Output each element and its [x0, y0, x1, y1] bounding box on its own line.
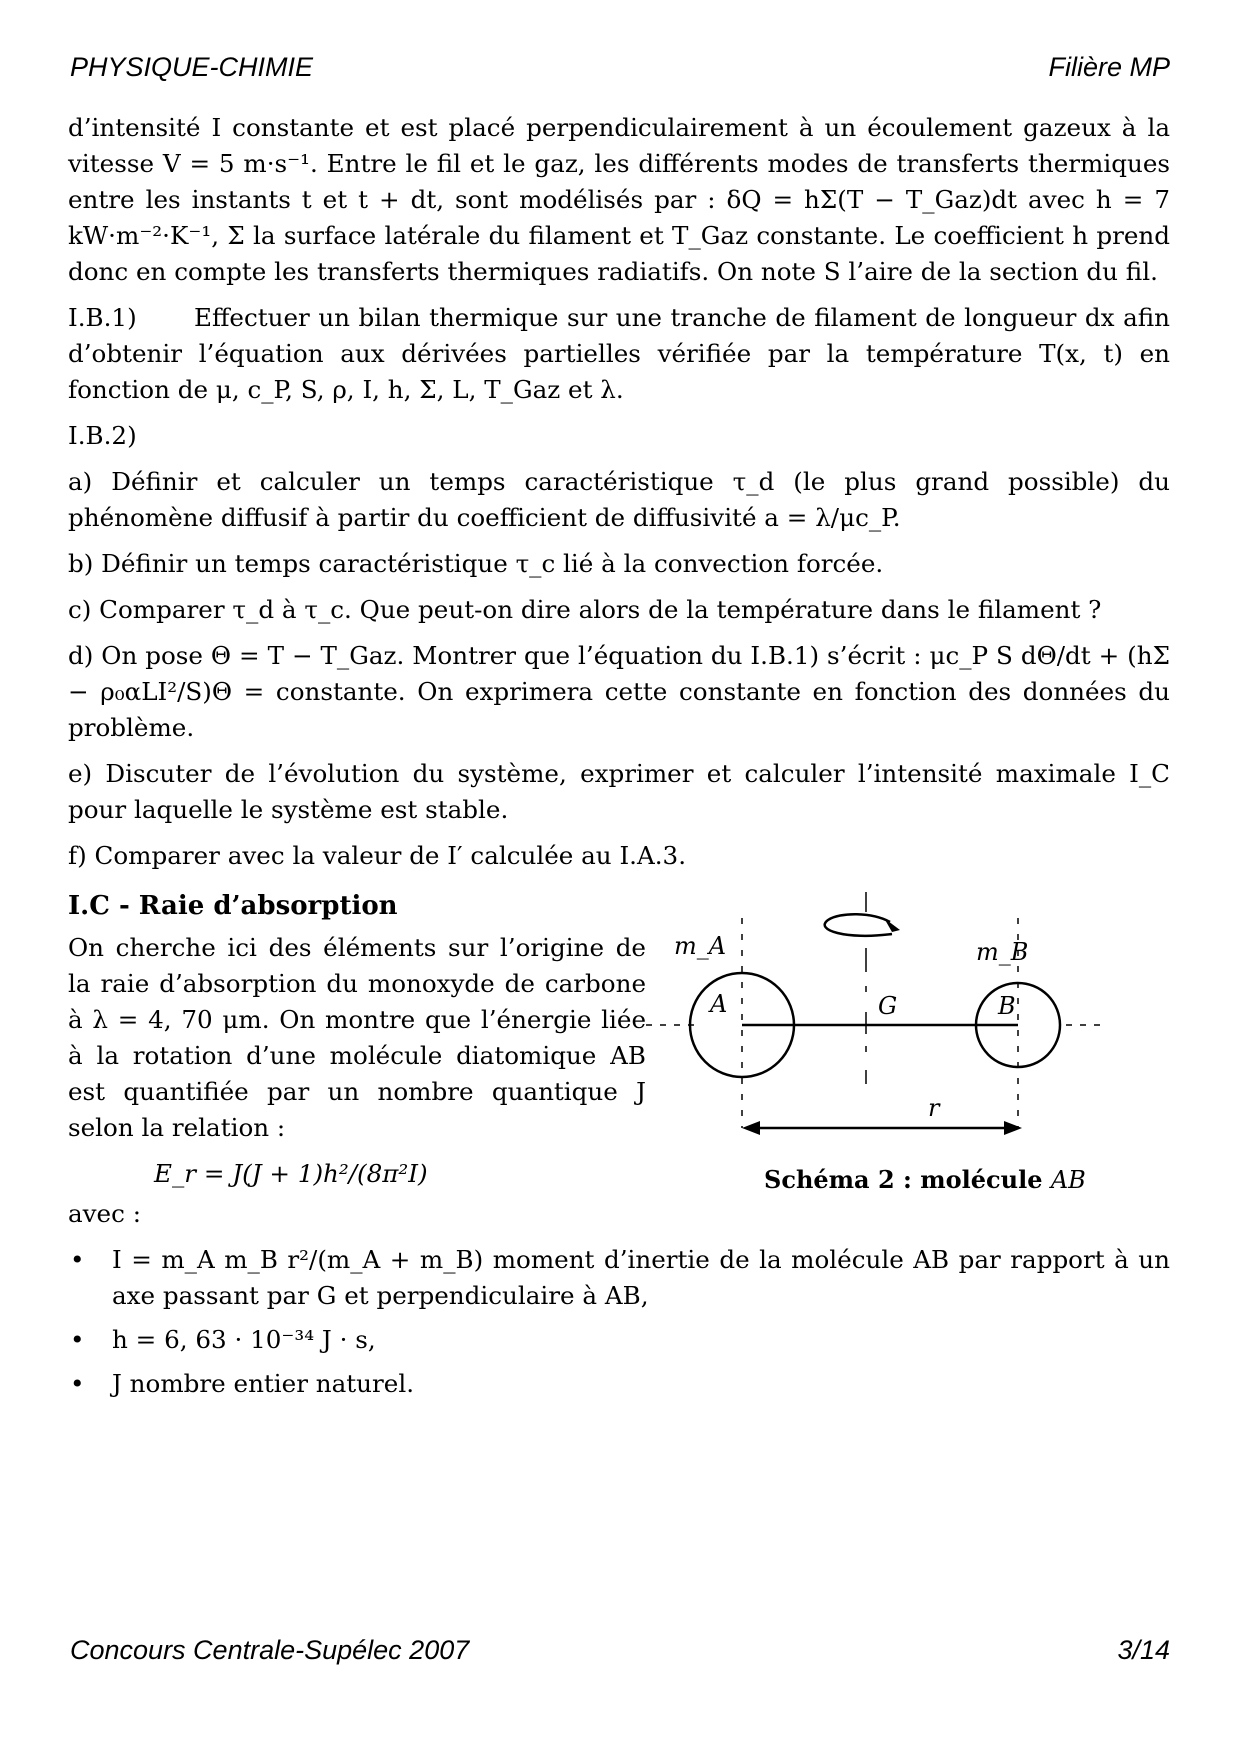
page-number: 3/14 [1117, 1635, 1170, 1665]
section-title: I.C - Raie d’absorption [68, 891, 398, 921]
definition-J: J nombre entier naturel. [112, 1369, 415, 1398]
avec-label: avec : [68, 1199, 141, 1228]
item-d: d) On pose Θ = T − T_Gaz. Montrer que l’équation du I.B.1) s’écrit : μc_P S dΘ/dt + (hΣ − ρ₀αLI²/S)Θ = constante. On exprimera cette constante en fonction des données du problème. [68, 641, 1170, 742]
label-B: B [998, 992, 1016, 1020]
distance-arrowhead-left [742, 1121, 760, 1135]
page-content [68, 110, 1170, 1410]
label-mA: m_A [674, 932, 727, 960]
molecule-diagram-svg [646, 888, 1170, 1188]
item-a: a) Définir et calculer un temps caractéristique τ_d (le plus grand possible) du phénomène diffusif à partir du coefficient de diffusivité a = λ/μc_P. [68, 467, 1170, 532]
section-IC [68, 888, 1170, 1198]
rotation-arrow-icon [825, 914, 892, 936]
molecule-diagram [646, 888, 1170, 1198]
bullet-icon: • [70, 1245, 85, 1274]
caption-italic: AB [1050, 1166, 1086, 1194]
question-IB2-label: I.B.2) [68, 421, 137, 450]
item-f: f) Comparer avec la valeur de I′ calculée au I.A.3. [68, 841, 687, 870]
question-IB1 [68, 300, 1170, 408]
section-IC-paragraph: On cherche ici des éléments sur l’origine de la raie d’absorption du monoxyde de carbone à λ = 4, 70 μm. On montre que l’énergie liée à la rotation d’une molécule diatomique AB est quantifiée par un nombre quantique J selon la relation : [68, 933, 646, 1142]
label-G: G [878, 992, 898, 1020]
energy-formula: E_r = J(J + 1)h²/(8π²I) [154, 1159, 428, 1188]
header-track: Filière MP [1048, 52, 1170, 82]
item-b: b) Définir un temps caractéristique τ_c lié à la convection forcée. [68, 549, 884, 578]
bullet-icon: • [70, 1325, 85, 1354]
label-r: r [928, 1094, 940, 1122]
section-IC-text-column [68, 888, 646, 1198]
item-c: c) Comparer τ_d à τ_c. Que peut-on dire alors de la température dans le filament ? [68, 595, 1102, 624]
question-text: Effectuer un bilan thermique sur une tranche de filament de longueur dx afin d’obtenir l’équation aux dérivées partielles vérifiée par la température T(x, t) en fonction de μ, c_P, S, ρ, I, h, Σ, L, T_Gaz et λ. [68, 303, 1170, 404]
footer-contest: Concours Centrale-Supélec 2007 [70, 1635, 470, 1665]
caption-bold: Schéma 2 : molécule [764, 1165, 1043, 1194]
list-item [68, 1366, 1170, 1402]
bullet-icon: • [70, 1369, 85, 1398]
intro-paragraph: d’intensité I constante et est placé perpendiculairement à un écoulement gazeux à la vitesse V = 5 m·s⁻¹. Entre le fil et le gaz, les différents modes de transferts thermiques entre les instants t et t + dt, sont modélisés par : δQ = hΣ(T − T_Gaz)dt avec h = 7 kW·m⁻²·K⁻¹, Σ la surface latérale du filament et T_Gaz constante. Le coefficient h prend donc en compte les transferts thermiques radiatifs. On note S l’aire de la section du fil. [68, 113, 1170, 286]
label-A: A [710, 990, 728, 1018]
definition-inertia: I = m_A m_B r²/(m_A + m_B) moment d’inertie de la molécule AB par rapport à un axe passant par G et perpendiculaire à AB, [112, 1245, 1170, 1310]
rotation-arrowhead-icon [884, 918, 900, 932]
distance-arrowhead-right [1004, 1121, 1022, 1135]
list-item [68, 1322, 1170, 1358]
definition-planck: h = 6, 63 · 10⁻³⁴ J · s, [112, 1325, 376, 1354]
header-subject: PHYSIQUE-CHIMIE [70, 52, 314, 82]
label-mB: m_B [976, 938, 1029, 966]
question-label: I.B.1) [68, 303, 137, 332]
definition-list [68, 1242, 1170, 1402]
list-item [68, 1242, 1170, 1314]
item-e: e) Discuter de l’évolution du système, exprimer et calculer l’intensité maximale I_C pour laquelle le système est stable. [68, 759, 1170, 824]
diagram-caption [764, 1162, 1086, 1198]
